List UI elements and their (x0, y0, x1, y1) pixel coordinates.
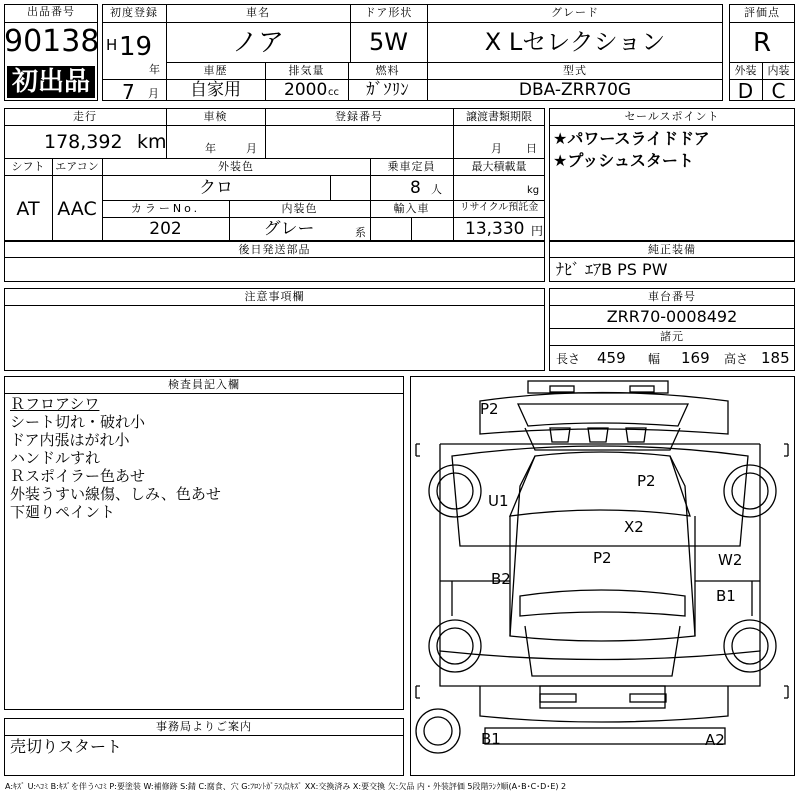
recycle-label: リサイクル預託金 (459, 202, 539, 213)
grade-label: グレード (551, 6, 599, 19)
reg-year: 19 (119, 32, 153, 62)
inspection-year-unit: 年 (205, 142, 216, 155)
sales-point-1: ★パワースライドドア (553, 129, 710, 148)
recycle-fee: 13,330 (465, 219, 525, 239)
history-label: 車歴 (203, 64, 228, 77)
damage-mark: B2 (491, 570, 511, 588)
damage-mark: W2 (718, 551, 743, 569)
mileage: 178,392 (44, 131, 123, 153)
color-label: 外装色 (218, 160, 254, 173)
reg-no-label: 登録番号 (335, 110, 383, 123)
damage-mark: P2 (593, 549, 612, 567)
sales-points-label: セールスポイント (624, 110, 720, 123)
chassis-label: 車台番号 (648, 290, 696, 303)
shift-label: シフト (11, 160, 45, 173)
door-label: ドア形状 (364, 6, 413, 19)
fuel-label: 燃料 (375, 64, 400, 77)
door-type: 5W (369, 28, 408, 56)
reg-month: 7 (122, 80, 135, 104)
width-label: 幅 (648, 352, 661, 366)
color-no: 202 (149, 219, 182, 239)
displacement: 2000 (284, 80, 328, 100)
transfer-label: 譲渡書類期限 (466, 110, 532, 123)
interior-score: C (771, 79, 786, 103)
ac: AAC (57, 198, 97, 220)
notes-label: 注意事項欄 (244, 290, 305, 303)
lot-number: 90138 (4, 24, 100, 59)
color-no-label: カラーNo. (130, 202, 201, 215)
int-color-unit: 系 (355, 226, 366, 239)
sales-point-2: ★プッシュスタート (553, 151, 694, 170)
ac-label: エアコン (55, 160, 99, 173)
damage-mark: P2 (637, 472, 656, 490)
car-name-label: 車名 (246, 6, 270, 19)
office-label: 事務局よりご案内 (156, 720, 252, 733)
displacement-unit: cc (328, 87, 339, 98)
damage-mark: B1 (481, 730, 501, 748)
score-label: 評価点 (744, 6, 780, 19)
score: R (752, 28, 772, 58)
length-label: 長さ (556, 352, 581, 366)
damage-mark: A2 (705, 731, 725, 749)
length: 459 (597, 349, 626, 367)
model: DBA-ZRR70G (518, 80, 632, 100)
capacity: 8 (410, 178, 421, 198)
inspector-note: Ｒスポイラー色あせ (10, 467, 146, 485)
damage-mark: U1 (488, 492, 509, 510)
inspector-note: 外装うすい線傷、しみ、色あせ (10, 485, 221, 503)
inspector-note: 下廻りペイント (10, 503, 116, 521)
width: 169 (681, 349, 710, 367)
displacement-label: 排気量 (288, 64, 325, 77)
capacity-label: 乗車定員 (387, 160, 436, 173)
model-label: 型式 (563, 64, 587, 77)
recycle-unit: 円 (531, 224, 544, 238)
transfer-day-unit: 日 (526, 142, 537, 155)
grade: X Lセレクション (484, 28, 666, 56)
reg-era: H (106, 36, 118, 54)
inspector-label: 検査員記入欄 (168, 378, 240, 391)
legend: A:ｷｽﾞ U:ﾍｺﾐ B:ｷｽﾞを伴うﾍｺﾐ P:要塗装 W:補修跡 S:錆 C:腐食、穴 G:ﾌﾛﾝﾄｶﾞﾗｽ点ｷｽﾞ XX:交換済み X:要交換 欠:欠品 内・外装評価 5段階ﾗﾝｸ順(A･B･C･D･E) 2 (5, 782, 567, 791)
reg-label: 初度登録 (110, 6, 158, 19)
interior-label: 内装 (767, 64, 790, 77)
transfer-month-unit: 月 (491, 142, 502, 155)
capacity-unit: 人 (431, 183, 442, 196)
inspector-note: Ｒフロアシワ (10, 395, 100, 413)
height: 185 (761, 349, 790, 367)
inspector-note: シート切れ・破れ小 (10, 413, 146, 431)
office-note: 売切りスタート (10, 737, 123, 756)
height-label: 高さ (724, 352, 749, 366)
history: 自家用 (190, 80, 241, 100)
shift: AT (16, 198, 40, 220)
load-unit: kg (527, 185, 540, 196)
fuel: ｶﾞｿﾘﾝ (366, 80, 409, 100)
car-diagram (410, 376, 795, 776)
mileage-unit: km (137, 131, 167, 153)
damage-mark: X2 (624, 518, 644, 536)
inspector-note: ドア内張はがれ小 (10, 431, 130, 449)
equipment: ﾅﾋﾞ ｴｱB PS PW (556, 260, 668, 279)
lot-no-label: 出品番号 (27, 5, 75, 18)
damage-mark: B1 (716, 587, 736, 605)
exterior-label: 外装 (734, 64, 757, 77)
car-name: ノア (231, 28, 284, 58)
dims-label: 諸元 (660, 330, 684, 343)
sales-points-box (549, 108, 795, 241)
inspection-label: 車検 (203, 110, 228, 123)
mileage-label: 走行 (73, 110, 97, 123)
chassis-number: ZRR70-0008492 (606, 307, 738, 326)
inspector-note: ハンドルすれ (10, 449, 101, 467)
reg-year-unit: 年 (149, 63, 160, 76)
first-listing-badge: 初出品 (7, 66, 95, 98)
exterior-score: D (737, 79, 754, 103)
equipment-label: 純正装備 (648, 243, 696, 256)
reg-month-unit: 月 (148, 87, 159, 100)
inspection-month-unit: 月 (246, 142, 257, 155)
int-color-label: 内装色 (281, 202, 318, 215)
load-label: 最大積載量 (471, 160, 527, 173)
int-color: グレー (263, 219, 315, 239)
import-label: 輸入車 (393, 202, 430, 215)
exterior-color: クロ (199, 178, 233, 198)
deferred-parts-label: 後日発送部品 (238, 243, 311, 256)
damage-mark: P2 (480, 400, 499, 418)
